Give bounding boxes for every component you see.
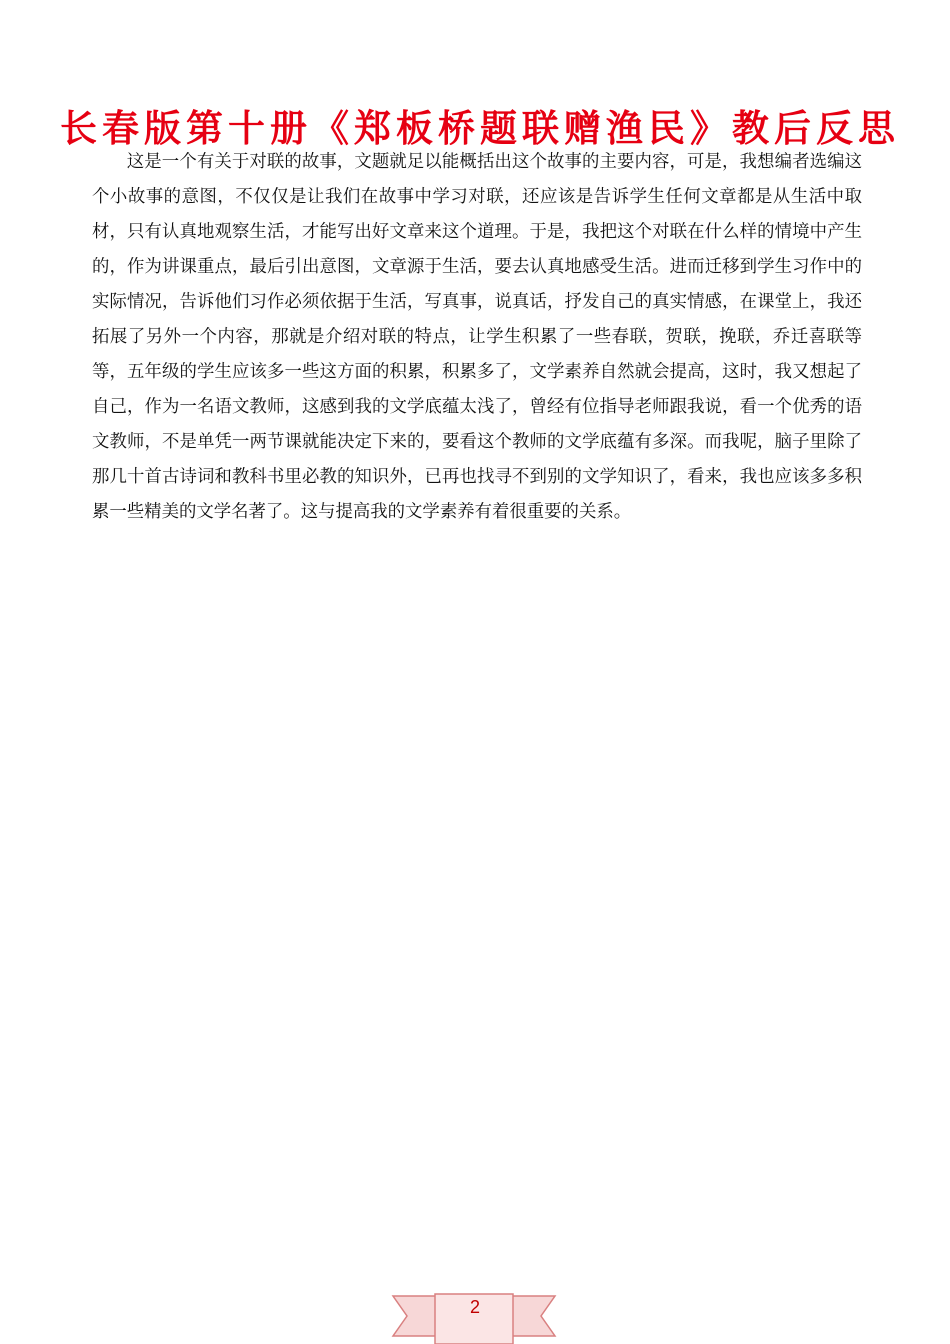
body-paragraph: 这是一个有关于对联的故事，文题就足以能概括出这个故事的主要内容，可是，我想编者选编这个小故事的意图，不仅仅是让我们在故事中学习对联，还应该是告诉学生任何文章都是从生活中取材，只有认真地观察生活，才能写出好文章来这个道理。于是，我把这个对联在什么样的情境中产生的，作为讲课重点，最后引出意图，文章源于生活，要去认真地感受生活。进而迁移到学生习作中的实际情况，告诉他们习作必须依据于生活，写真事，说真话，抒发自己的真实情感，在课堂上，我还拓展了另外一个内容，那就是介绍对联的特点，让学生积累了一些春联，贺联，挽联，乔迁喜联等等，五年级的学生应该多一些这方面的积累，积累多了，文学素养自然就会提高，这时，我又想起了自己，作为一名语文教师，这感到我的文学底蕴太浅了，曾经有位指导老师跟我说，看一个优秀的语文教师，不是单凭一两节课就能决定下来的，要看这个教师的文学底蕴有多深。而我呢，脑子里除了那几十首古诗词和教科书里必教的知识外，已再也找寻不到别的文学知识了，看来，我也应该多多积累一些精美的文学名著了。这与提高我的文学素养有着很重要的关系。 <box>92 152 862 522</box>
page-number: 2 <box>469 1297 480 1317</box>
page-title: 长春版第十册《郑板桥题联赠渔民》教后反思 <box>60 106 900 150</box>
